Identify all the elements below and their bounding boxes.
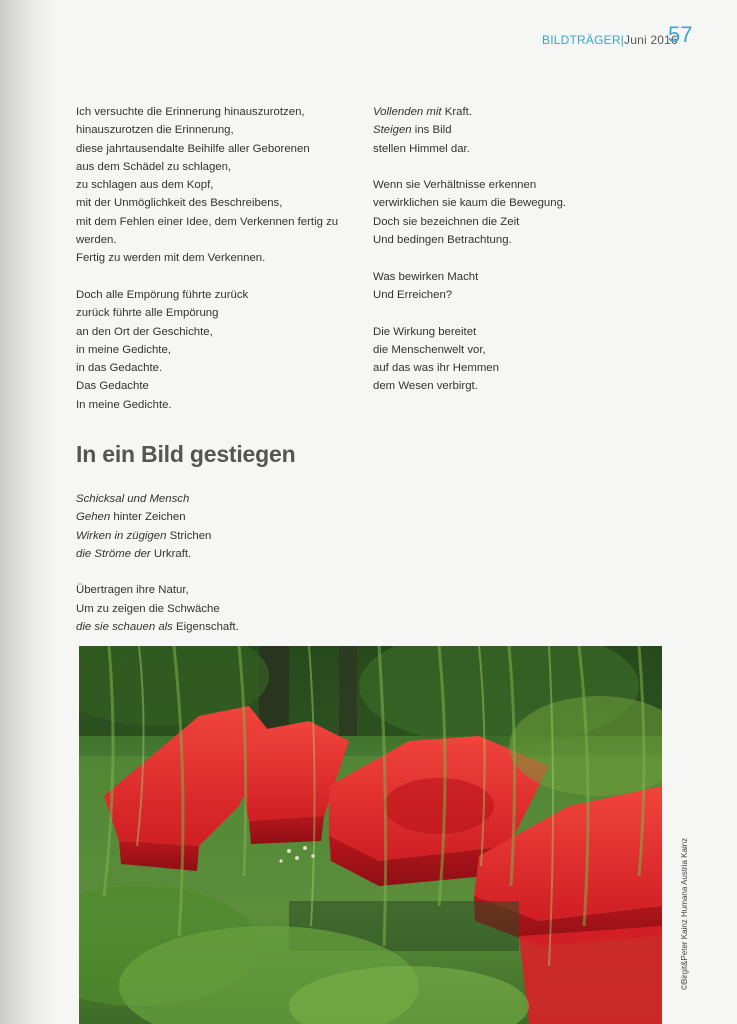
header-line [542,33,678,47]
stanza [76,286,346,414]
poem-line: Ich versuchte die Erinnerung hinauszurotzen, [76,106,305,118]
poem-line: in meine Gedichte, [76,343,171,356]
page-header [520,22,720,52]
poem-line: Was bewirken Macht [373,270,479,283]
poem-column-lower [76,490,336,636]
poem-line: auf das was ihr Hemmen [373,362,499,375]
poem-line: Gehen hinter Zeichen [76,511,186,524]
poem-column-left [76,103,346,414]
stanza [373,268,603,305]
stanza [76,581,336,636]
magazine-name: BILDTRÄGER [542,33,621,47]
poem-line: dem Wesen verbirgt. [373,380,478,393]
photo-credit: ©Birgit&Peter Kainz Humana Austria Kainz [680,837,689,990]
poem-column-right [373,103,603,396]
poem-line: in das Gedachte. [76,362,163,375]
stanza [373,323,603,396]
poem-line: aus dem Schädel zu schlagen, [76,160,232,173]
stanza [373,103,603,158]
stanza [76,103,346,268]
poem-line: mit der Unmöglichkeit des Beschreibens, [76,197,283,210]
poem-line: Vollenden mit Kraft. [373,106,472,118]
poem-line: werden. [76,234,117,247]
poem-line: verwirklichen sie kaum die Bewegung. [373,197,567,210]
poem-line: Doch alle Empörung führte zurück [76,288,249,301]
poem-line: zurück führte alle Empörung [76,307,219,320]
stanza [76,490,336,563]
poem-line: die sie schauen als Eigenschaft. [76,621,239,634]
header-separator: | [620,33,625,47]
poem-line: Fertig zu werden mit dem Verkennen. [76,252,266,265]
page-gutter-shadow [0,0,58,1024]
poem-line: Und bedingen Betrachtung. [373,234,512,247]
poem-title: In ein Bild gestiegen [76,441,296,467]
poem-line: Das Gedachte [76,380,149,393]
poem-line: Wirken in zügigen Strichen [76,529,212,542]
poem-line: stellen Himmel dar. [373,142,470,155]
sculpture-photo [79,646,662,1024]
poem-line: die Ströme der Urkraft. [76,547,192,560]
stanza [373,176,603,249]
poem-line: Und Erreichen? [373,288,453,301]
poem-line: Wenn sie Verhältnisse erkennen [373,179,537,192]
poem-line: Die Wirkung bereitet [373,325,477,338]
poem-line: Steigen ins Bild [373,124,452,137]
poem-line: Übertragen ihre Natur, [76,584,189,597]
poem-line: Um zu zeigen die Schwäche [76,602,220,615]
poem-line: hinauszurotzen die Erinnerung, [76,124,234,137]
page-number: 57 [668,22,693,47]
poem-line: an den Ort der Geschichte, [76,325,213,338]
poem-line: In meine Gedichte. [76,398,172,411]
poem-line: zu schlagen aus dem Kopf, [76,179,214,192]
poem-line: Schicksal und Mensch [76,493,190,505]
poem-line: Doch sie bezeichnen die Zeit [373,215,520,228]
poem-line: diese jahrtausendalte Beihilfe aller Geborenen [76,142,310,155]
poem-line: mit dem Fehlen einer Idee, dem Verkennen fertig zu [76,215,339,228]
issue-date: Juni 2016 [624,33,678,47]
poem-line: die Menschenwelt vor, [373,343,486,356]
